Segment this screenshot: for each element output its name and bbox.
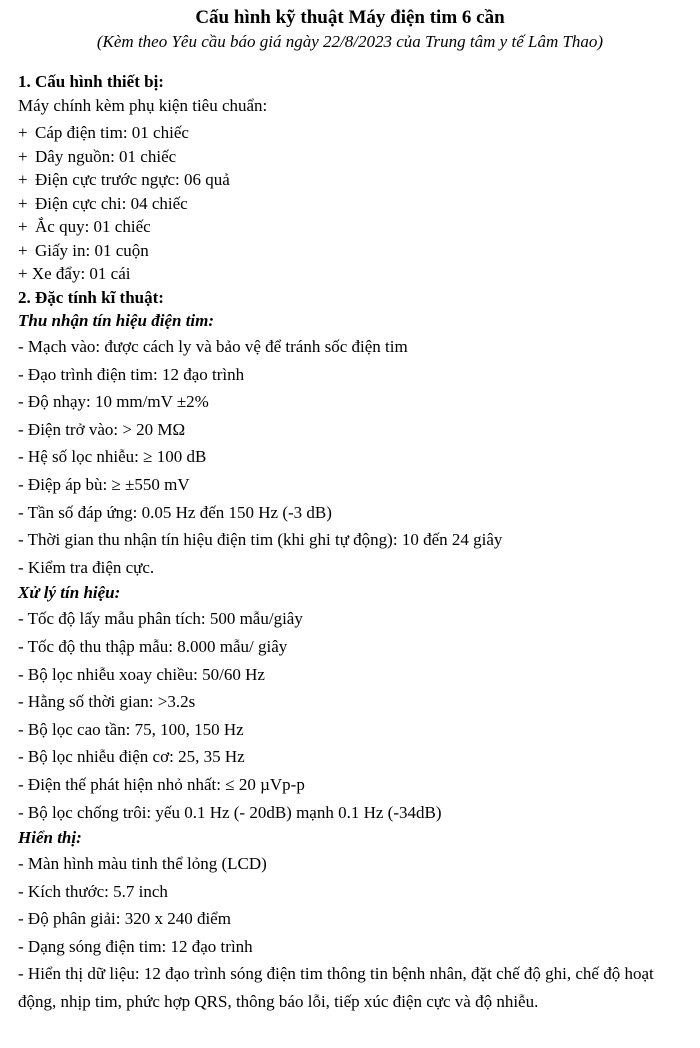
spec-item: - Độ phân giải: 320 x 240 điểm bbox=[18, 909, 231, 929]
spec-item: - Hiển thị dữ liệu: 12 đạo trình sóng điện tim thông tin bệnh nhân, đặt chế độ ghi, chế độ hoạt động, nhịp tim, phức hợp QRS, thông báo lỗi, tiếp xúc điện cực và độ nhiễu. bbox=[18, 964, 654, 1012]
spec-item: - Đạo trình điện tim: 12 đạo trình bbox=[18, 364, 245, 384]
spec-item: - Tần số đáp ứng: 0.05 Hz đến 150 Hz (-3 dB) bbox=[18, 502, 332, 522]
spec-item: - Bộ lọc nhiễu điện cơ: 25, 35 Hz bbox=[18, 747, 245, 767]
section-1-heading: 1. Cấu hình thiết bị: bbox=[18, 72, 164, 91]
spec-item: - Điện trở vào: > 20 MΩ bbox=[18, 419, 186, 439]
document-title: Cấu hình kỹ thuật Máy điện tim 6 cần bbox=[195, 7, 505, 28]
display-list bbox=[18, 850, 682, 1016]
spec-item: - Kiểm tra điện cực. bbox=[18, 557, 155, 577]
accessory-item: + Dây nguồn: 01 chiếc bbox=[18, 146, 177, 166]
acquisition-list bbox=[18, 333, 682, 581]
spec-item: - Điện thế phát hiện nhỏ nhất: ≤ 20 µVp-p bbox=[18, 774, 305, 794]
spec-item: - Mạch vào: được cách ly và bảo vệ để tránh sốc điện tim bbox=[18, 337, 408, 356]
spec-item: - Hệ số lọc nhiễu: ≥ 100 dB bbox=[18, 447, 207, 467]
spec-item: - Bộ lọc chống trôi: yếu 0.1 Hz (- 20dB) mạnh 0.1 Hz (-34dB) bbox=[18, 802, 442, 822]
processing-heading: Xử lý tín hiệu: bbox=[18, 583, 121, 603]
accessory-item: + Điện cực trước ngực: 06 quả bbox=[18, 170, 230, 189]
accessory-item: + Cáp điện tim: 01 chiếc bbox=[18, 123, 189, 142]
accessory-item: + Điện cực chi: 04 chiếc bbox=[18, 193, 188, 213]
accessory-item: + Xe đẩy: 01 cái bbox=[18, 264, 131, 283]
spec-item: - Thời gian thu nhận tín hiệu điện tim (khi ghi tự động): 10 đến 24 giây bbox=[18, 530, 503, 550]
spec-item: - Độ nhạy: 10 mm/mV ±2% bbox=[18, 392, 209, 412]
section-2-heading: 2. Đặc tính kĩ thuật: bbox=[18, 287, 164, 307]
accessory-list bbox=[18, 121, 682, 286]
spec-item: - Điệp áp bù: ≥ ±550 mV bbox=[18, 474, 190, 494]
processing-list bbox=[18, 605, 682, 826]
spec-item: - Tốc độ lấy mẫu phân tích: 500 mẫu/giây bbox=[18, 609, 303, 629]
accessory-item: + Giấy in: 01 cuộn bbox=[18, 240, 149, 260]
spec-item: - Màn hình màu tinh thể lỏng (LCD) bbox=[18, 854, 267, 874]
display-heading: Hiển thị: bbox=[18, 828, 82, 848]
spec-item: - Tốc độ thu thập mẫu: 8.000 mẫu/ giây bbox=[18, 636, 288, 656]
spec-item: - Kích thước: 5.7 inch bbox=[18, 881, 168, 901]
spec-item: - Bộ lọc nhiễu xoay chiều: 50/60 Hz bbox=[18, 664, 265, 684]
spec-item: - Hằng số thời gian: >3.2s bbox=[18, 692, 196, 712]
accessory-item: + Ắc quy: 01 chiếc bbox=[18, 217, 151, 236]
spec-item: - Bộ lọc cao tần: 75, 100, 150 Hz bbox=[18, 719, 244, 739]
section-1-intro: Máy chính kèm phụ kiện tiêu chuẩn: bbox=[18, 95, 268, 115]
spec-item: - Dạng sóng điện tim: 12 đạo trình bbox=[18, 936, 253, 956]
acquisition-heading: Thu nhận tín hiệu điện tim: bbox=[18, 311, 215, 330]
document-subtitle: (Kèm theo Yêu cầu báo giá ngày 22/8/2023 của Trung tâm y tế Lâm Thao) bbox=[96, 32, 604, 51]
